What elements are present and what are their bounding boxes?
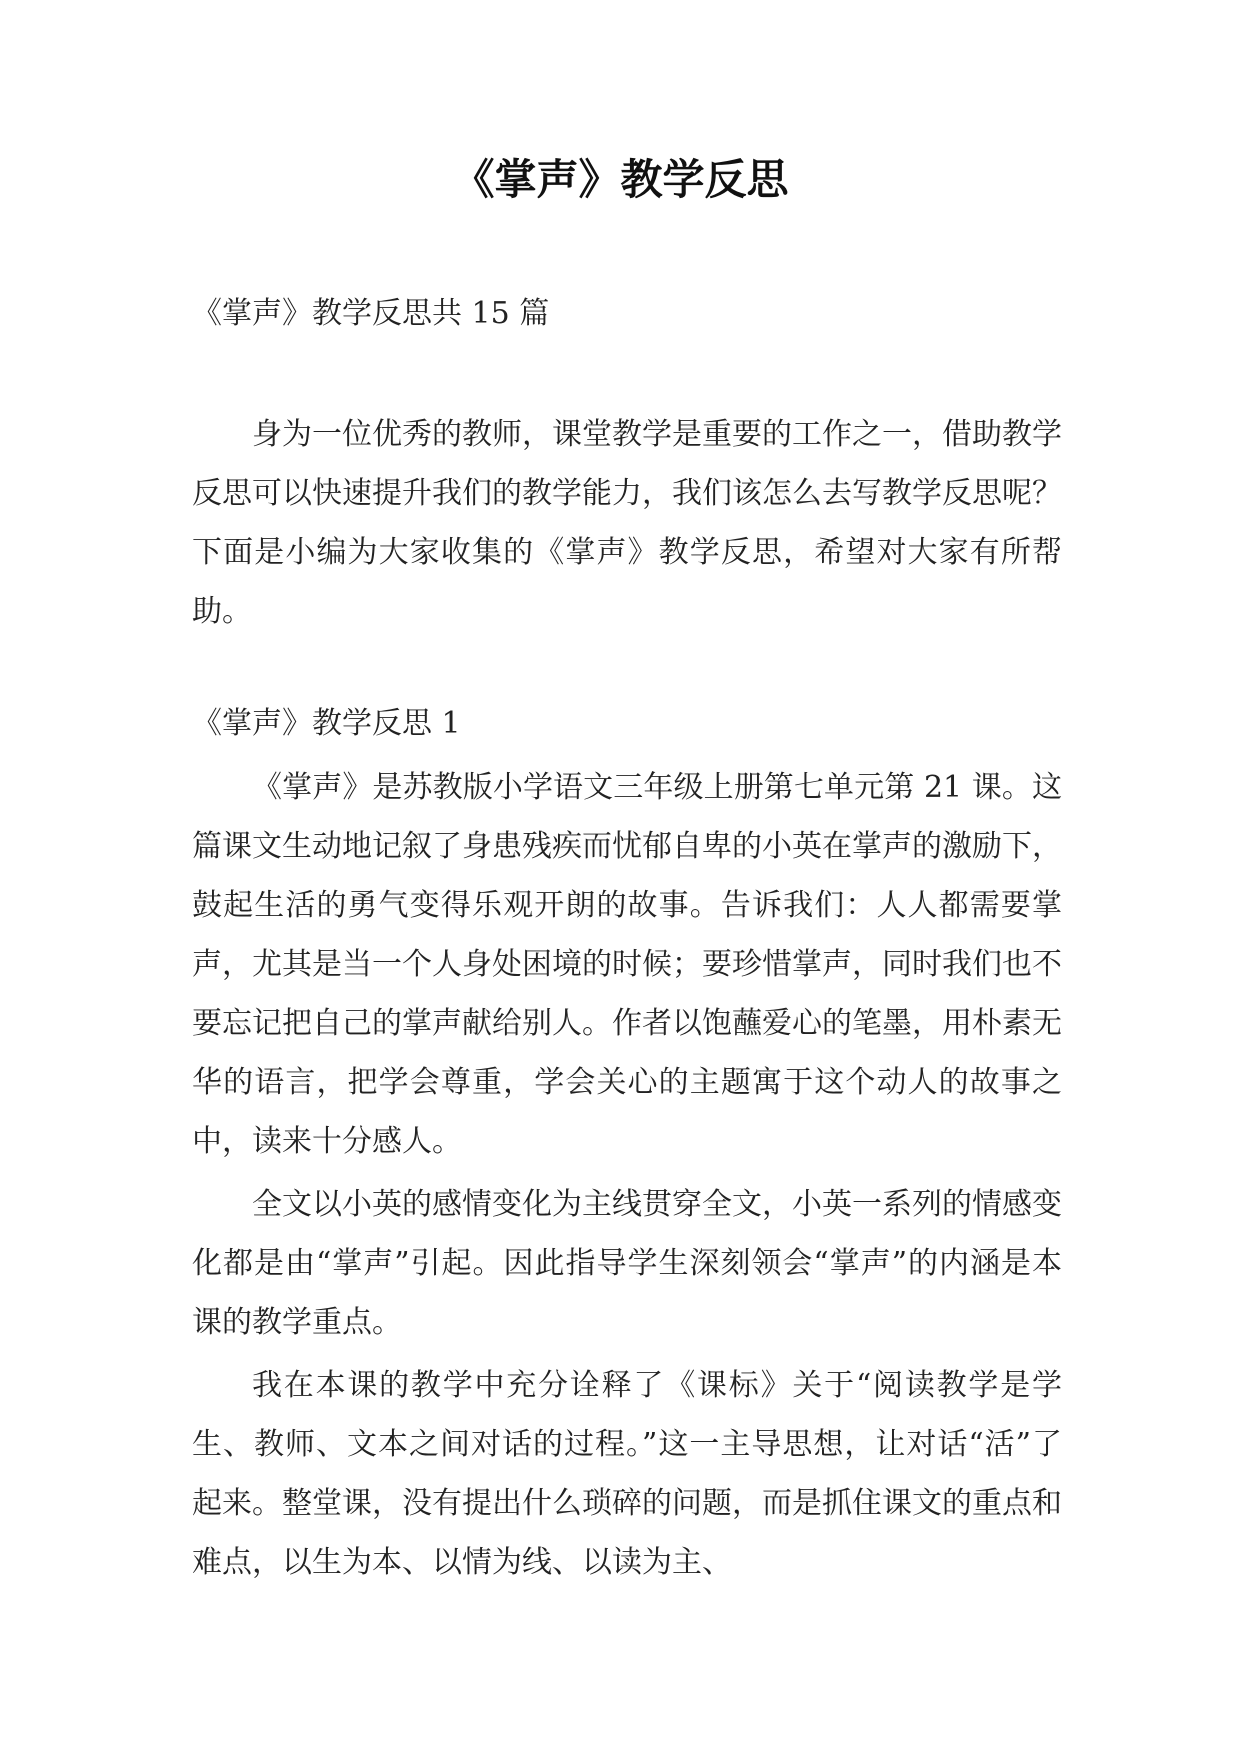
section-heading: 《掌声》教学反思 1 [192, 706, 461, 741]
body-paragraph: 全文以小英的感情变化为主线贯穿全文，小英一系列的情感变化都是由“掌声”引起。因此指导学生深刻领会“掌声”的内涵是本课的教学重点。 [192, 1187, 1062, 1340]
body-paragraph: 我在本课的教学中充分诠释了《课标》关于“阅读教学是学生、教师、文本之间对话的过程。”这一主导思想，让对话“活”了起来。整堂课，没有提出什么琐碎的问题，而是抓住课文的重点和难点，以生为本、以情为线、以读为主、 [192, 1368, 1062, 1580]
document-subtitle: 《掌声》教学反思共 15 篇 [192, 296, 550, 331]
document-title: 《掌声》教学反思 [452, 155, 789, 204]
body-paragraph: 《掌声》是苏教版小学语文三年级上册第七单元第 21 课。这篇课文生动地记叙了身患残疾而忧郁自卑的小英在掌声的激励下，鼓起生活的勇气变得乐观开朗的故事。告诉我们：人人都需要掌声，尤其是当一个人身处困境的时候；要珍惜掌声，同时我们也不要忘记把自己的掌声献给别人。作者以饱蘸爱心的笔墨，用朴素无华的语言，把学会尊重，学会关心的主题寓于这个动人的故事之中，读来十分感人。 [192, 770, 1062, 1159]
intro-paragraph: 身为一位优秀的教师，课堂教学是重要的工作之一，借助教学反思可以快速提升我们的教学能力，我们该怎么去写教学反思呢？下面是小编为大家收集的《掌声》教学反思，希望对大家有所帮助。 [192, 417, 1062, 629]
section-1 [192, 700, 1062, 1592]
